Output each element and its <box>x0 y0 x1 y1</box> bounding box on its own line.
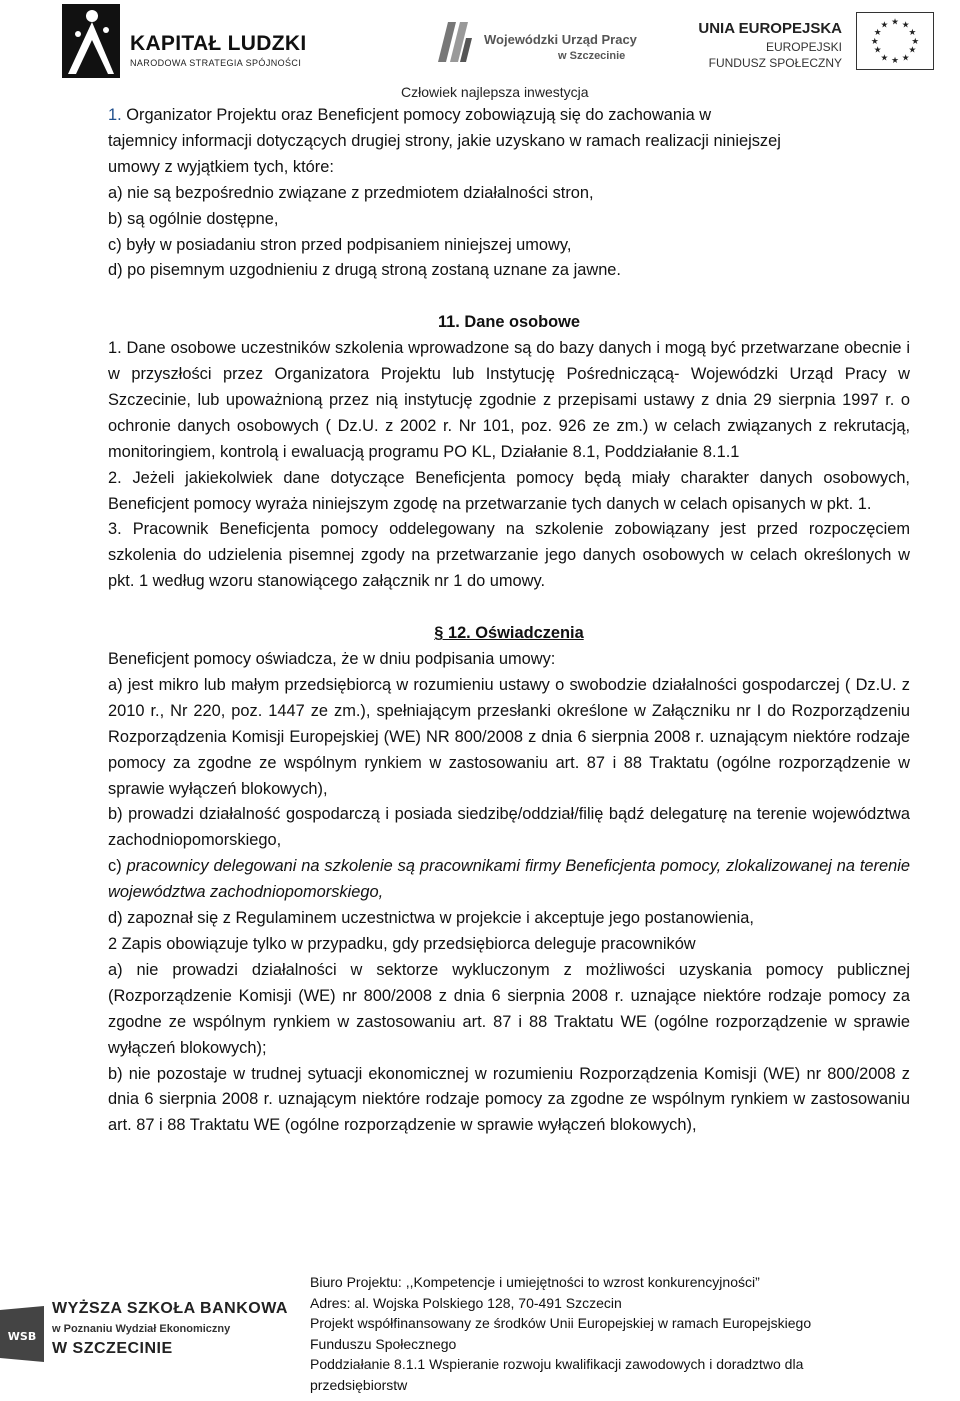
footer-office: Biuro Projektu: ,,Kompetencje i umiejętności to wzrost konkurencyjności” <box>310 1274 760 1290</box>
confidentiality-paragraph-line2: tajemnicy informacji dotyczących drugiej strony, jakie uzyskano w ramach realizacji niniejszej <box>108 131 781 150</box>
header-motto: Człowiek najlepsza inwestycja <box>401 84 589 100</box>
section-11-heading: 11. Dane osobowe <box>437 313 581 332</box>
wsb-emblem-icon <box>0 1306 44 1362</box>
svg-text:★: ★ <box>873 28 882 39</box>
wsb-name: WYŻSZA SZKOŁA BANKOWA <box>52 1300 288 1317</box>
wsb-logo <box>0 1292 300 1372</box>
declaration-item-b: b) prowadzi działalność gospodarczą i posiada siedzibę/oddział/filię bądź delegaturę na terenie województwa zachodniopomorskiego, <box>108 805 910 850</box>
footnote-2: 2 Zapis obowiązuje tylko w przypadku, gdy przedsiębiorca deleguje pracowników <box>108 934 696 953</box>
page-header <box>0 0 960 100</box>
kapital-ludzki-subtitle: NARODOWA STRATEGIA SPÓJNOŚCI <box>130 58 302 68</box>
confidentiality-paragraph-line3: umowy z wyjątkiem tych, które: <box>108 157 334 176</box>
svg-text:★: ★ <box>873 45 882 56</box>
footer-measure-line2: przedsiębiorstw <box>310 1376 408 1393</box>
svg-text:★: ★ <box>908 45 917 56</box>
declaration-item-a: a) jest mikro lub małym przedsiębiorcą w rozumieniu ustawy o swobodzie działalności gospodarczej ( Dz.U. z 2010 r., Nr 220, poz. 1447 ze zm.), spełniającym przesłanki określone w Załączniku nr I do Rozporządzeniu Rozporządzenia Komisji Europejskiej (WE) NR 800/2008 z dnia 6 sierpnia 2008 r. uznającym niektóre rodzaje pomocy za zgodne ze wspólnym rynkiem w zastosowaniu art. 87 i 88 Traktatu (ogólne rozporządzenie w sprawie wyłączeń blokowych), <box>108 675 910 798</box>
wsb-faculty: w Poznaniu Wydział Ekonomiczny <box>52 1323 231 1335</box>
personal-data-paragraph-3: 3. Pracownik Beneficjenta pomocy oddelegowany na szkolenie zobowiązany jest przed rozpoczęciem szkolenia do udzielenia pisemnej zgody na przetwarzanie jego danych osobowych w celach określonych w pkt. 1 według wzoru stanowiącego załącznik nr 1 do umowy. <box>108 520 910 591</box>
wup-city: w Szczecinie <box>558 50 626 62</box>
footer-cofinancing-line2: Funduszu Społecznego <box>310 1335 457 1352</box>
wup-emblem-icon <box>434 16 474 66</box>
kapital-ludzki-logo <box>62 4 322 78</box>
eu-logo <box>698 12 960 76</box>
spacer <box>108 284 910 310</box>
wsb-mark-text: WSB <box>7 1330 37 1343</box>
confidentiality-item-b: b) są ogólnie dostępne, <box>108 209 279 228</box>
section-12-heading: § 12. Oświadczenia <box>434 624 584 643</box>
eu-fund-line1: EUROPEJSKI <box>765 40 842 54</box>
footer-measure-line1: Poddziałanie 8.1.1 Wspieranie rozwoju kwalifikacji zawodowych i doradztwo dla <box>310 1356 804 1372</box>
eu-flag-icon <box>856 12 934 70</box>
personal-data-paragraph-2: 2. Jeżeli jakiekolwiek dane dotyczące Beneficjenta pomocy będą miały charakter danych osobowych, Beneficjent pomocy wyraża niniejszym zgodę na przetwarzanie tych danych w celach opisanych w pkt. 1. <box>108 468 910 513</box>
eu-title: UNIA EUROPEJSKA <box>698 20 842 37</box>
declarations-intro: Beneficjent pomocy oświadcza, że w dniu podpisania umowy: <box>108 650 556 668</box>
svg-text:★: ★ <box>908 28 917 39</box>
svg-text:★: ★ <box>911 36 920 47</box>
footer-address: Adres: al. Wojska Polskiego 128, 70-491 Szczecin <box>310 1294 622 1311</box>
svg-text:★: ★ <box>880 20 889 31</box>
svg-text:★: ★ <box>891 56 899 67</box>
document-body <box>108 103 910 1139</box>
eu-fund-line2: FUNDUSZ SPOŁECZNY <box>708 56 842 70</box>
declaration-sector-a: a) nie prowadzi działalności w sektorze wykluczonym z możliwości uzyskania pomocy publicznej (Rozporządzenie Komisji (WE) nr 800/2008 z dnia 6 sierpnia 2008 r. uznające niektóre rodzaje pomocy za zgodne ze wspólnym rynkiem w zastosowaniu art. 87 i 88 Traktatu WE (ogólne rozporządzenie w sprawie wyłączeń blokowych); <box>108 960 910 1057</box>
kapital-ludzki-emblem-icon <box>62 4 120 78</box>
wup-logo <box>434 10 637 76</box>
declaration-item-d: d) zapoznał się z Regulaminem uczestnictwa w projekcie i akceptuje jego postanowienia, <box>108 909 754 928</box>
svg-text:★: ★ <box>901 53 910 64</box>
declaration-sector-b: b) nie pozostaje w trudnej sytuacji ekonomicznej w rozumieniu Rozporządzenia Komisji (WE) nr 800/2008 z dnia 6 sierpnia 2008 r. uznającym niektóre rodzaje pomocy za zgodne ze wspólnym rynkiem w zastosowaniu art. 87 i 88 Traktatu WE (ogólne rozporządzenie w sprawie wyłączeń blokowych), <box>108 1064 910 1135</box>
declaration-item-c: c) pracownicy delegowani na szkolenie są pracownikami firmy Beneficjenta pomocy, zlokalizowanej na terenie województwa zachodniopomorskiego, <box>108 857 910 902</box>
confidentiality-item-a: a) nie są bezpośrednio związane z przedmiotem działalności stron, <box>108 183 594 202</box>
wsb-city: W SZCZECINIE <box>52 1340 173 1357</box>
spacer <box>108 595 910 621</box>
svg-text:★: ★ <box>901 20 910 31</box>
wup-name: Wojewódzki Urząd Pracy <box>484 32 637 47</box>
footer-cofinancing-line1: Projekt współfinansowany ze środków Unii Europejskiej w ramach Europejskiego <box>310 1315 812 1331</box>
svg-text:★: ★ <box>880 53 889 64</box>
confidentiality-item-c: c) były w posiadaniu stron przed podpisaniem niniejszej umowy, <box>108 235 572 254</box>
confidentiality-paragraph-line1: 1. Organizator Projektu oraz Beneficjent pomocy zobowiązują się do zachowania w <box>108 106 712 124</box>
kapital-ludzki-title: KAPITAŁ LUDZKI <box>130 32 307 55</box>
personal-data-paragraph-1: 1. Dane osobowe uczestników szkolenia wprowadzone są do bazy danych i mogą być przetwarzane obecnie i w przyszłości przez Organizatora Projektu lub Instytucję Pośredniczącą- Wojewódzki Urząd Pracy w Szczecinie, lub upoważnioną przez nią instytucję zgodnie z przepisami ustawy z dnia 29 sierpnia 1997 r. o ochronie danych osobowych ( Dz.U. z 2002 r. Nr 101, poz. 926 ze zm.) w celach związanych z rekrutacją, monitoringiem, kontrolą i ewaluacją programu PO KL, Działanie 8.1, Poddziałanie 8.1.1 <box>108 339 910 461</box>
svg-text:★: ★ <box>870 36 879 47</box>
list-number: 1. <box>108 106 122 124</box>
footer-project-info <box>310 1272 930 1395</box>
confidentiality-item-d: d) po pisemnym uzgodnieniu z drugą stroną zostaną uznane za jawne. <box>108 261 621 280</box>
svg-text:★: ★ <box>891 17 899 28</box>
